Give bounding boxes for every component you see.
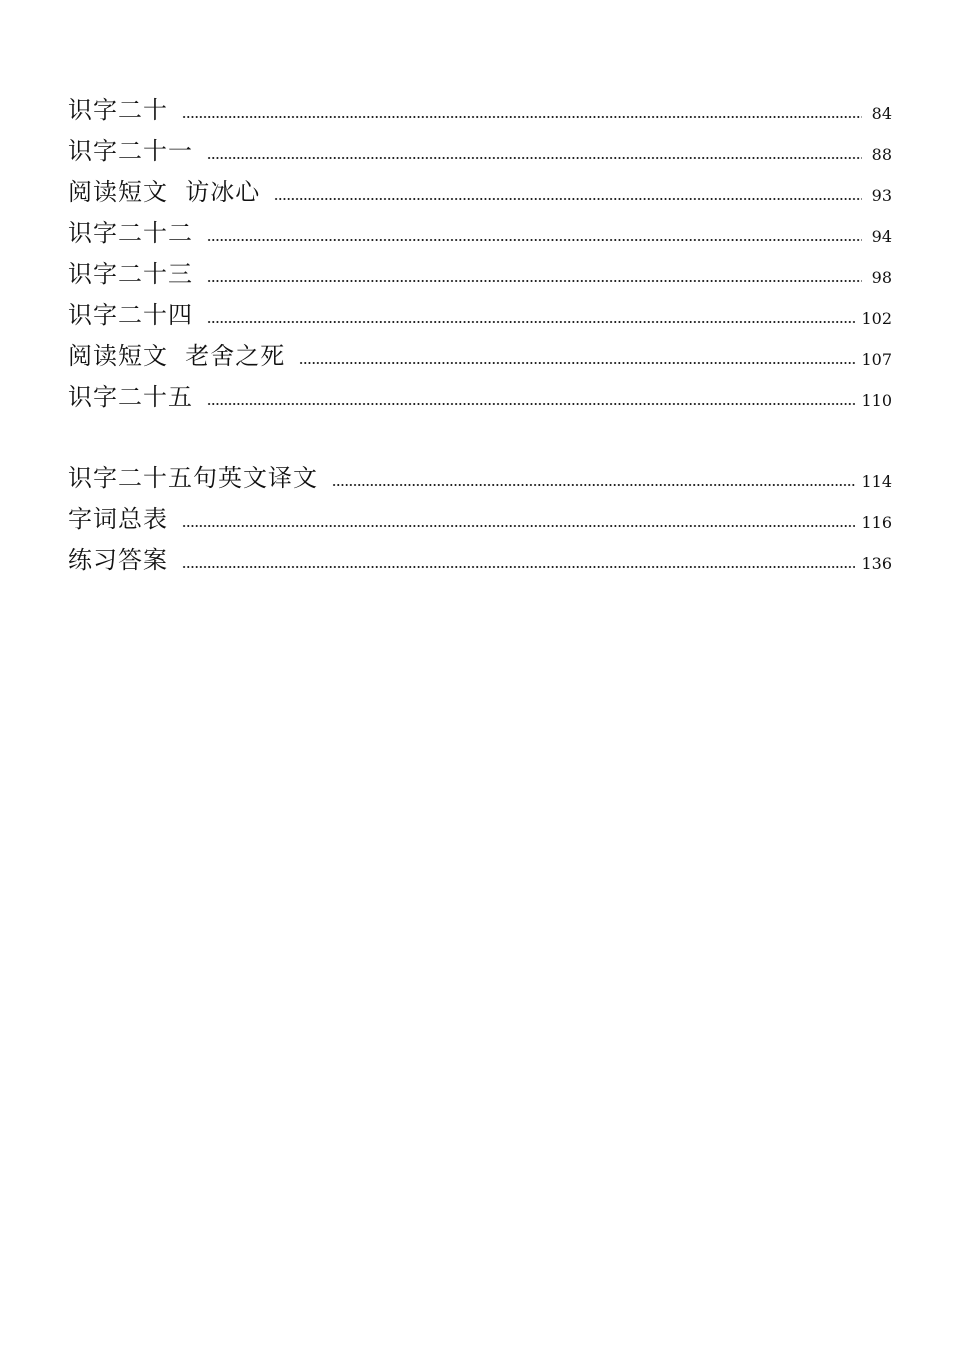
toc-entry[interactable] xyxy=(68,493,892,534)
toc-entry-page-number: 136 xyxy=(861,554,892,573)
toc-entry-title: 识字二十一 xyxy=(68,137,193,165)
toc-entry[interactable] xyxy=(68,452,892,493)
toc-entry-title: 练习答案 xyxy=(68,546,168,574)
toc-entry[interactable] xyxy=(68,330,892,371)
toc-entry-page-number: 98 xyxy=(871,268,892,287)
dot-leader xyxy=(182,525,855,527)
toc-entry-title: 识字二十五 xyxy=(68,383,193,411)
toc-entry-page-number: 114 xyxy=(861,472,892,491)
toc-entry[interactable] xyxy=(68,289,892,330)
toc-entry[interactable] xyxy=(68,371,892,412)
toc-entry[interactable] xyxy=(68,207,892,248)
toc-entry-page-number: 107 xyxy=(861,350,892,369)
dot-leader xyxy=(207,280,862,282)
dot-leader xyxy=(332,484,855,486)
toc-entry-title: 阅读短文 访冰心 xyxy=(68,178,261,206)
dot-leader xyxy=(182,116,862,118)
toc-entry-title: 识字二十五句英文译文 xyxy=(68,464,318,492)
table-of-contents xyxy=(68,84,892,575)
dot-leader xyxy=(207,239,862,241)
dot-leader xyxy=(299,362,855,364)
dot-leader xyxy=(274,198,862,200)
dot-leader xyxy=(182,566,855,568)
toc-entry-page-number: 88 xyxy=(871,145,892,164)
toc-entry[interactable] xyxy=(68,125,892,166)
dot-leader xyxy=(207,157,862,159)
toc-entry[interactable] xyxy=(68,166,892,207)
toc-entry-title: 识字二十 xyxy=(68,96,168,124)
toc-entry[interactable] xyxy=(68,534,892,575)
toc-entry-page-number: 93 xyxy=(871,186,892,205)
toc-entry[interactable] xyxy=(68,248,892,289)
dot-leader xyxy=(207,321,855,323)
toc-entry-title: 阅读短文 老舍之死 xyxy=(68,342,286,370)
toc-entry-title: 识字二十二 xyxy=(68,219,193,247)
toc-entry-page-number: 116 xyxy=(861,513,892,532)
toc-entry-page-number: 110 xyxy=(861,391,892,410)
dot-leader xyxy=(207,403,855,405)
toc-entry[interactable] xyxy=(68,84,892,125)
toc-entry-page-number: 94 xyxy=(871,227,892,246)
toc-entry-title: 识字二十三 xyxy=(68,260,193,288)
toc-entry-title: 字词总表 xyxy=(68,505,168,533)
toc-entry-page-number: 84 xyxy=(871,104,892,123)
toc-entry-page-number: 102 xyxy=(861,309,892,328)
toc-entry-title: 识字二十四 xyxy=(68,301,193,329)
